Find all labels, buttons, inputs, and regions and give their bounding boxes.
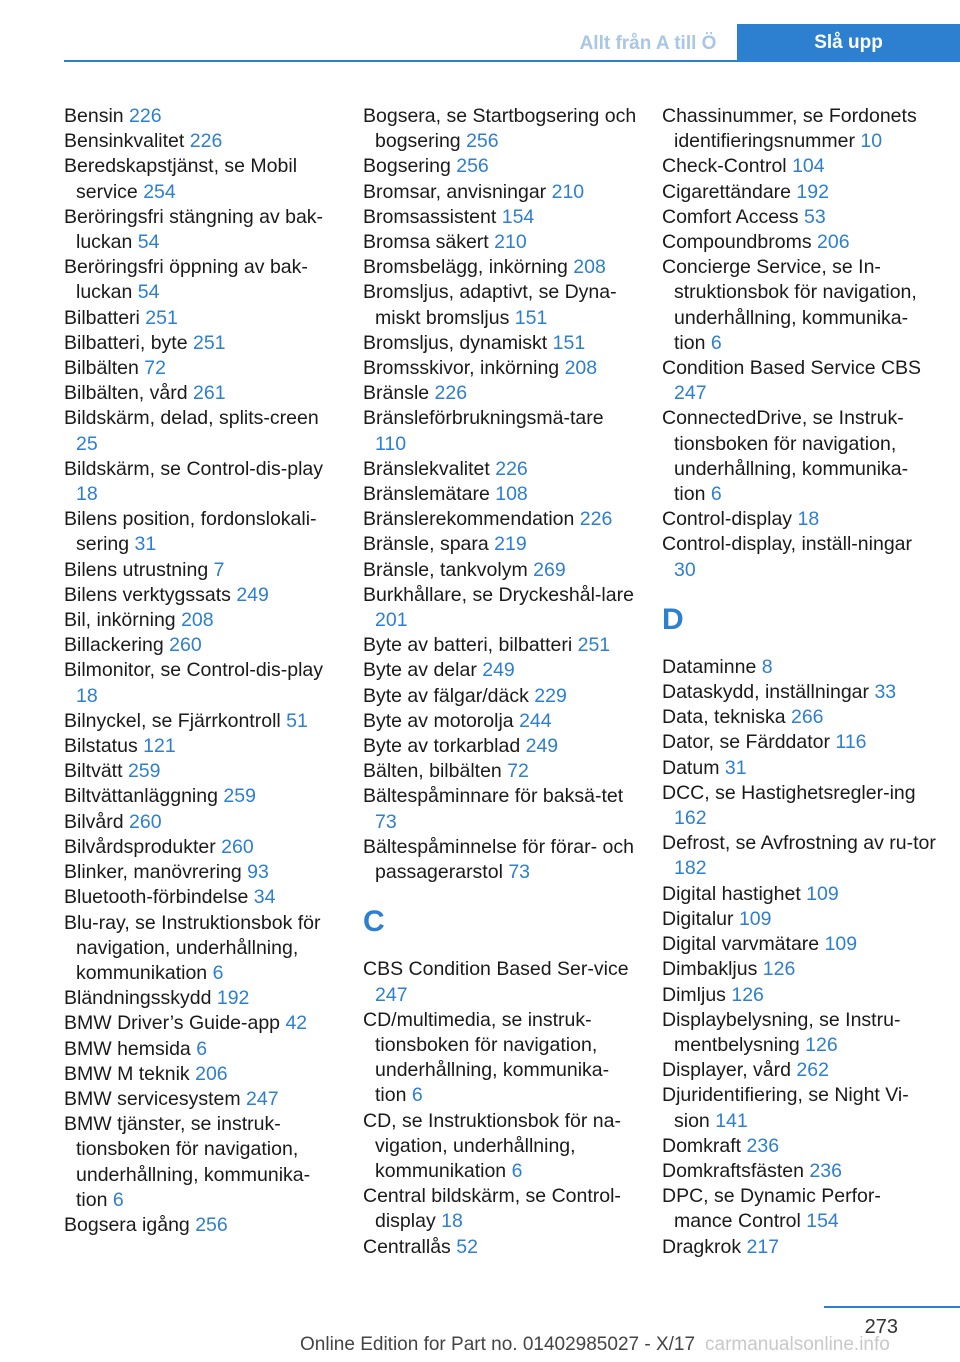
page-link[interactable]: 121 <box>143 735 176 758</box>
page-link[interactable]: 126 <box>805 1033 838 1056</box>
page-link[interactable]: 210 <box>494 231 527 254</box>
page-link[interactable]: 72 <box>507 760 529 783</box>
page-link[interactable]: 201 <box>375 609 408 632</box>
index-entry-text: Bildskärm, se Control-dis‐play <box>64 457 323 480</box>
index-entry <box>64 658 339 708</box>
index-entry <box>64 129 339 154</box>
index-entry-text: Bensinkvalitet <box>64 130 185 153</box>
index-entry-text: Condition Based Service CBS <box>662 357 922 380</box>
index-entry <box>662 655 937 680</box>
index-entry <box>662 1058 937 1083</box>
page-link[interactable]: 182 <box>674 857 707 880</box>
watermark: carmanualsonline.info <box>705 1334 890 1355</box>
index-entry-text: BMW Driver’s Guide-app <box>64 1012 281 1035</box>
index-entry <box>363 154 638 179</box>
page-link[interactable]: 54 <box>137 231 160 254</box>
index-entry <box>64 104 339 129</box>
index-entry <box>662 756 937 781</box>
index-entry <box>363 835 638 885</box>
index-entry <box>64 1037 339 1062</box>
index-column-1 <box>64 104 339 1238</box>
page-link[interactable]: 226 <box>434 382 468 405</box>
index-column-3 <box>662 104 937 1260</box>
index-entry <box>363 381 638 406</box>
index-entry <box>64 835 339 860</box>
page-link[interactable]: 254 <box>143 180 176 203</box>
edition-text: Online Edition for Part no. 01402985027 - X/17 <box>300 1334 696 1355</box>
index-entry-text: Bogsera igång <box>64 1213 190 1236</box>
page-link[interactable]: 208 <box>564 357 598 380</box>
index-entry <box>64 558 339 583</box>
page-link[interactable]: 54 <box>137 281 160 304</box>
index-entry <box>363 230 638 255</box>
index-entry-text: Byte av torkarblad <box>363 735 521 758</box>
index-entry-text: Domkraft <box>662 1134 742 1157</box>
index-entry-text: Compoundbroms <box>662 231 812 254</box>
index-entry <box>662 230 937 255</box>
index-entry <box>363 280 638 330</box>
index-entry <box>64 986 339 1011</box>
index-entry-text: Datum <box>662 756 720 779</box>
index-entry-text: Control-display <box>662 508 793 531</box>
page-link[interactable]: 126 <box>731 983 764 1006</box>
index-entry-text: Dataminne <box>662 655 757 678</box>
page-link[interactable]: 206 <box>195 1062 228 1085</box>
index-entry-text: Check-Control <box>662 155 787 178</box>
page-number: 273 <box>864 1316 898 1338</box>
index-entry <box>64 608 339 633</box>
index-entry <box>662 957 937 982</box>
index-entry-text: Bilvård <box>64 810 124 833</box>
index-entry <box>64 205 339 255</box>
page-link[interactable]: 31 <box>724 756 747 779</box>
page-link[interactable]: 18 <box>797 508 820 531</box>
index-entry <box>363 331 638 356</box>
index-entry <box>662 154 937 179</box>
index-entry <box>363 558 638 583</box>
page-link[interactable]: 154 <box>806 1210 839 1233</box>
page-link[interactable]: 251 <box>577 634 611 657</box>
index-entry <box>363 104 638 154</box>
index-entry-text: Bilbatteri, byte <box>64 331 188 354</box>
index-entry <box>662 705 937 730</box>
index-entry <box>662 104 937 154</box>
index-entry-text: DCC, se Hastighetsregler‐ing <box>662 781 916 804</box>
index-entry <box>662 831 937 881</box>
index-entry-text: Bildskärm, delad, splits‐creen <box>64 407 319 430</box>
index-entry-text: Displaybelysning, se Instru‐mentbelysning <box>662 1008 901 1056</box>
index-column-2 <box>363 104 638 1260</box>
page-link[interactable]: 108 <box>495 483 528 506</box>
index-entry <box>64 1011 339 1036</box>
page-link[interactable]: 247 <box>375 983 408 1006</box>
index-entry-text: Bilmonitor, se Control-dis‐play <box>64 659 324 682</box>
page-link[interactable]: 73 <box>375 810 397 833</box>
page-link[interactable]: 151 <box>514 306 548 329</box>
index-entry <box>662 406 937 507</box>
index-entry <box>64 633 339 658</box>
index-entry-text: Bromsassistent <box>363 205 497 228</box>
index-entry-text: Bältespåminnelse för förar- och passagerarstol <box>363 835 634 884</box>
index-entry <box>64 784 339 809</box>
index-entry-text: Bromsbelägg, inkörning <box>363 256 568 279</box>
index-entry <box>363 1235 638 1260</box>
page-link[interactable]: 260 <box>129 810 162 833</box>
index-entry-text: CBS Condition Based Ser‐vice <box>363 958 629 981</box>
index-entry <box>64 1213 339 1238</box>
index-entry <box>662 180 937 205</box>
page-link[interactable]: 260 <box>169 634 202 657</box>
page-link[interactable]: 6 <box>212 961 224 984</box>
index-entry-text: Byte av batteri, bilbatteri <box>363 634 573 657</box>
page-link[interactable]: 249 <box>525 735 559 758</box>
page-link[interactable]: 34 <box>253 886 276 909</box>
index-entry-text: Bromsljus, adaptivt, se Dyna‐miskt bromsljus <box>363 281 617 329</box>
page-link[interactable]: 18 <box>76 483 98 506</box>
index-entry-text: Bilens utrustning <box>64 558 209 581</box>
page-link[interactable]: 25 <box>76 432 98 455</box>
index-entry-text: Digitalur <box>662 907 734 930</box>
section-tab[interactable]: Allt från A till Ö <box>579 33 717 54</box>
index-entry <box>363 583 638 633</box>
page-link[interactable]: 109 <box>738 907 772 930</box>
index-entry-text: Beröringsfri stängning av bak‐luckan <box>64 205 324 254</box>
page-link[interactable]: 256 <box>466 130 499 153</box>
index-entry-text: Bil, inkörning <box>64 609 176 632</box>
index-entry-text: Bilbälten, vård <box>64 382 188 405</box>
index-entry <box>363 1008 638 1109</box>
index-entry-text: Central bildskärm, se Control-display <box>363 1185 621 1233</box>
index-entry <box>64 759 339 784</box>
index-entry-text: DPC, se Dynamic Perfor‐mance Control <box>662 1185 881 1233</box>
page-link[interactable]: 162 <box>674 807 707 830</box>
index-entry <box>662 1184 937 1234</box>
index-entry-text: Bränslekvalitet <box>363 457 490 480</box>
page-link[interactable]: 110 <box>375 432 407 455</box>
page-link[interactable]: 73 <box>508 861 531 884</box>
index-entry <box>363 255 638 280</box>
page-link[interactable]: 6 <box>112 1188 124 1211</box>
index-entry-text: Beröringsfri öppning av bak‐luckan <box>64 256 308 304</box>
index-entry-text: Byte av fälgar/däck <box>363 684 529 707</box>
index-entry <box>662 205 937 230</box>
index-entry-text: BMW hemsida <box>64 1037 191 1060</box>
page-link[interactable]: 210 <box>551 180 585 203</box>
index-letter-heading: D <box>662 602 684 636</box>
page-link[interactable]: 42 <box>285 1012 308 1035</box>
index-entry <box>662 507 937 532</box>
index-entry <box>64 810 339 835</box>
index-entry-text: Bälten, bilbälten <box>363 760 502 783</box>
index-entry-text: BMW M teknik <box>64 1062 190 1085</box>
index-entry <box>363 1184 638 1234</box>
index-entry <box>363 734 638 759</box>
page-link[interactable]: 247 <box>674 382 707 405</box>
page-link[interactable]: 154 <box>501 205 535 228</box>
page-link[interactable]: 109 <box>806 882 839 905</box>
page-link[interactable]: 251 <box>145 306 178 329</box>
page-link[interactable]: 18 <box>76 684 98 707</box>
page-link[interactable]: 18 <box>441 1210 463 1233</box>
index-entry-text: Bromsar, anvisningar <box>363 180 547 203</box>
index-entry-text: Billackering <box>64 634 164 657</box>
index-entry <box>64 860 339 885</box>
index-entry <box>64 911 339 987</box>
index-entry-text: Bränsle, spara <box>363 533 489 556</box>
index-entry <box>64 331 339 356</box>
index-entry-text: Defrost, se Avfrostning av ru‐tor <box>662 832 936 855</box>
index-entry-text: Bländningsskydd <box>64 987 212 1010</box>
index-entry-text: Bilvårdsprodukter <box>64 835 216 858</box>
index-entry <box>363 457 638 482</box>
page-link[interactable]: 226 <box>129 105 162 127</box>
index-entry <box>64 583 339 608</box>
page-link[interactable]: 6 <box>710 483 722 506</box>
index-entry-text: Bältespåminnare för baksä‐tet <box>363 785 624 808</box>
index-entry <box>64 306 339 331</box>
page-link[interactable]: 226 <box>579 508 613 531</box>
page-link[interactable]: 93 <box>247 861 269 884</box>
index-entry <box>363 180 638 205</box>
index-entry <box>363 406 638 456</box>
page-link[interactable]: 244 <box>519 709 552 732</box>
page-link[interactable]: 6 <box>196 1037 208 1060</box>
index-entry <box>64 885 339 910</box>
index-entry-text: Bränsleförbrukningsmä‐tare <box>363 407 604 430</box>
index-entry <box>64 255 339 305</box>
page-link[interactable]: 30 <box>674 558 696 581</box>
page-link[interactable]: 236 <box>746 1134 780 1157</box>
page-link[interactable]: 226 <box>495 457 528 480</box>
page-link[interactable]: 259 <box>127 760 161 783</box>
page-link[interactable]: 192 <box>796 180 829 203</box>
index-entry-text: Dimljus <box>662 983 726 1006</box>
page-link[interactable]: 31 <box>134 533 157 556</box>
index-entry-text: Domkraftsfästen <box>662 1159 804 1182</box>
index-entry-text: Control-display, inställ‐ningar <box>662 533 912 556</box>
index-entry-text: Bränsle, tankvolym <box>363 558 528 581</box>
index-entry-text: Centrallås <box>363 1235 451 1258</box>
page-link[interactable]: 247 <box>246 1087 279 1110</box>
index-entry <box>662 1083 937 1133</box>
page-link[interactable]: 217 <box>746 1235 780 1258</box>
index-entry-text: ConnectedDrive, se Instruk‐tionsboken för navigation, underhållning, kommunika‐tion <box>662 407 909 506</box>
index-entry-text: Dragkrok <box>662 1235 742 1258</box>
index-entry <box>662 532 937 582</box>
page-link[interactable]: 261 <box>193 382 226 405</box>
index-entry <box>662 882 937 907</box>
index-entry <box>363 784 638 834</box>
index-entry-text: Concierge Service, se In‐struktionsbok för navigation, underhållning, kommunika‐tion <box>662 256 917 354</box>
index-entry <box>363 532 638 557</box>
page-link[interactable]: 251 <box>192 331 226 354</box>
index-entry-text: Beredskapstjänst, se Mobil service <box>64 155 298 203</box>
index-entry <box>363 633 638 658</box>
page-link[interactable]: 72 <box>144 357 166 380</box>
index-entry-text: Byte av motorolja <box>363 709 514 732</box>
index-entry-text: CD/multimedia, se instruk‐tionsboken för navigation, underhållning, kommunika‐tion <box>363 1008 610 1107</box>
index-entry <box>363 658 638 683</box>
page-link[interactable]: 249 <box>236 583 269 606</box>
index-entry-text: Bränslerekommendation <box>363 508 575 531</box>
index-entry <box>64 709 339 734</box>
header-rule <box>64 60 960 62</box>
page-link[interactable]: 208 <box>181 609 214 632</box>
index-entry <box>64 406 339 456</box>
page-link[interactable]: 206 <box>817 231 850 254</box>
index-entry-text: Dimbakljus <box>662 958 758 981</box>
index-letter-heading: C <box>363 905 385 939</box>
page-link[interactable]: 260 <box>221 835 254 858</box>
page-link[interactable]: 126 <box>762 958 796 981</box>
index-entry <box>64 381 339 406</box>
index-entry-text: Bilens position, fordonslokali‐sering <box>64 508 317 556</box>
index-entry <box>64 734 339 759</box>
index-entry <box>64 507 339 557</box>
page-link[interactable]: 8 <box>761 655 773 678</box>
index-entry <box>363 759 638 784</box>
index-entry <box>64 356 339 381</box>
index-entry-text: Byte av delar <box>363 659 477 682</box>
index-entry <box>64 1112 339 1213</box>
index-entry <box>64 1062 339 1087</box>
index-entry-text: Bilbälten <box>64 357 139 380</box>
page-link[interactable]: 259 <box>223 785 256 808</box>
index-entry <box>363 1109 638 1185</box>
index-entry-text: Bilbatteri <box>64 306 140 329</box>
index-entry-text: Dataskydd, inställningar <box>662 681 870 704</box>
page-link[interactable]: 7 <box>213 558 225 581</box>
page-link[interactable]: 192 <box>216 987 250 1010</box>
page-link[interactable]: 53 <box>803 205 826 228</box>
page-link[interactable]: 116 <box>835 731 867 754</box>
index-entry-text: Bilstatus <box>64 735 138 758</box>
page-link[interactable]: 6 <box>511 1159 523 1182</box>
index-entry-text: BMW tjänster, se instruk‐tionsboken för navigation, underhållning, kommunika‐tion <box>64 1113 311 1211</box>
index-entry <box>64 1087 339 1112</box>
index-entry-text: Digital varvmätare <box>662 933 820 956</box>
page-link[interactable]: 229 <box>534 684 567 707</box>
index-entry-text: Comfort Access <box>662 205 799 228</box>
index-entry <box>662 356 937 406</box>
lookup-tab[interactable]: Slå upp <box>737 24 960 62</box>
index-entry-text: Chassinummer, se Fordonets identifieringsnummer <box>662 105 917 153</box>
page-link[interactable]: 266 <box>790 706 824 729</box>
index-entry-text: CD, se Instruktionsbok för na‐vigation, underhållning, kommunikation <box>363 1109 621 1182</box>
index-entry-text: Bränslemätare <box>363 483 490 506</box>
page-link[interactable]: 262 <box>796 1059 829 1082</box>
page-link[interactable]: 208 <box>573 256 606 279</box>
index-entry-text: Bogsera, se Startbogsering och bogsering <box>363 105 637 153</box>
index-entry-text: Bränsle <box>363 382 430 405</box>
index-entry <box>662 1008 937 1058</box>
index-entry <box>662 1159 937 1184</box>
index-entry-text: Bluetooth-förbindelse <box>64 886 249 909</box>
index-entry <box>363 709 638 734</box>
page-link[interactable]: 51 <box>286 709 308 732</box>
page-link[interactable]: 10 <box>860 130 883 153</box>
index-entry-text: Blu-ray, se Instruktionsbok för navigation, underhållning, kommunikation <box>64 911 321 984</box>
index-entry <box>363 205 638 230</box>
page-link[interactable]: 6 <box>710 331 722 354</box>
index-entry <box>662 932 937 957</box>
index-entry-text: Bensin <box>64 105 124 127</box>
index-entry <box>363 957 638 1007</box>
index-entry <box>64 457 339 507</box>
index-entry <box>363 684 638 709</box>
page-link[interactable]: 6 <box>411 1084 423 1107</box>
index-entry <box>662 781 937 831</box>
index-entry-text: Bilnyckel, se Fjärrkontroll <box>64 709 281 732</box>
index-entry-text: Bromsa säkert <box>363 231 489 254</box>
index-entry-text: Digital hastighet <box>662 882 801 905</box>
footer-rule <box>824 1306 960 1308</box>
index-entry <box>64 154 339 204</box>
index-entry-text: Dator, se Färddator <box>662 731 830 754</box>
index-entry-text: Djuridentifiering, se Night Vi‐sion <box>662 1084 909 1132</box>
page-link[interactable]: 104 <box>792 155 825 178</box>
page-link[interactable]: 151 <box>552 331 586 354</box>
page-link[interactable]: 226 <box>189 130 223 153</box>
index-entry-text: Biltvättanläggning <box>64 785 218 808</box>
index-entry-text: Displayer, vård <box>662 1059 791 1082</box>
index-entry-text: Blinker, manövrering <box>64 861 242 884</box>
index-entry <box>662 1235 937 1260</box>
index-entry <box>363 356 638 381</box>
page-link[interactable]: 256 <box>195 1213 228 1236</box>
index-entry <box>662 730 937 755</box>
index-entry-text: Biltvätt <box>64 760 123 783</box>
index-entry-text: Bromsskivor, inkörning <box>363 357 560 380</box>
index-entry <box>662 907 937 932</box>
index-entry <box>363 507 638 532</box>
index-entry-text: Bromsljus, dynamiskt <box>363 331 548 354</box>
page-link[interactable]: 269 <box>533 558 566 581</box>
index-entry-text: Data, tekniska <box>662 706 786 729</box>
index-entry <box>662 983 937 1008</box>
index-entry-text: Bilens verktygssats <box>64 583 231 606</box>
page-link[interactable]: 249 <box>482 659 515 682</box>
page-link[interactable]: 52 <box>456 1235 478 1258</box>
index-entry <box>662 1134 937 1159</box>
page-link[interactable]: 141 <box>715 1109 748 1132</box>
index-entry-text: Burkhållare, se Dryckeshål‐lare <box>363 583 634 606</box>
page-link[interactable]: 256 <box>456 155 489 178</box>
page-link[interactable]: 219 <box>494 533 527 556</box>
index-entry-text: Cigarettändare <box>662 180 791 203</box>
index-entry-text: Bogsering <box>363 155 451 178</box>
index-entry <box>363 482 638 507</box>
index-entry-text: BMW servicesystem <box>64 1087 241 1110</box>
page-link[interactable]: 33 <box>874 681 897 704</box>
page-link[interactable]: 236 <box>809 1159 842 1182</box>
index-entry <box>662 680 937 705</box>
index-entry <box>662 255 937 356</box>
page-link[interactable]: 109 <box>824 933 858 956</box>
